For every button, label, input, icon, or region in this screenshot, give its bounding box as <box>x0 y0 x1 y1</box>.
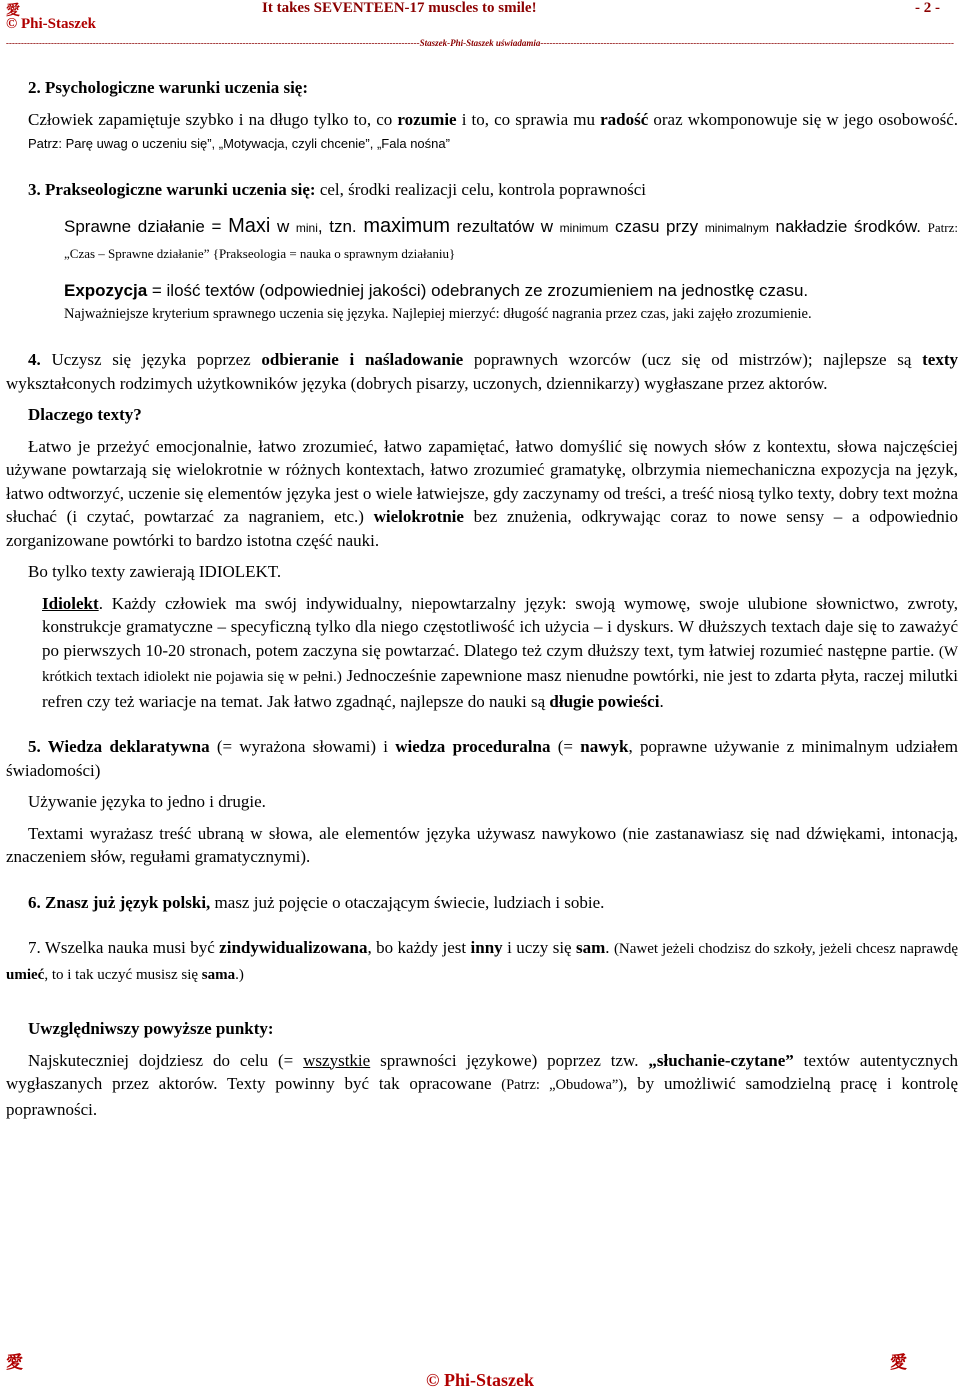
footer-kanji-left: 愛 <box>6 1353 23 1372</box>
section-2-heading: 2. Psychologiczne warunki uczenia się: <box>28 78 309 97</box>
expozycja-definition: Expozycja = ilość textów (odpowiedniej jakości) odebranych ze zrozumieniem na jednostkę czasu. <box>64 281 809 300</box>
header-copyright: © Phi-Staszek <box>6 16 96 32</box>
idiolekt-statement: Bo tylko texty zawierają IDIOLEKT. <box>28 562 282 581</box>
header-rule: ------------------------------------------------------------------------------------------------------------------------------------------Staszek-Phi-Staszek uświadamia------------------------------------------------------------------------------------------------------------------------------------------ <box>6 38 954 48</box>
section-3-definition: Sprawne działanie = Maxi w mini, tzn. maximum rezultatów w minimum czasu przy minimalnym nakładzie środków. Patrz: „Czas – Sprawne działanie” {Prakseologia = nauka o sprawnym działaniu} <box>64 215 958 261</box>
footer-kanji-right: 愛 <box>890 1353 907 1372</box>
header-title: It takes SEVENTEEN-17 muscles to smile! <box>262 0 537 16</box>
page-number: - 2 - <box>915 0 940 16</box>
texts-habit-note: Textami wyrażasz treść ubraną w słowa, ale elementów języka używasz nawykowo (nie zastanawiasz się nad dźwiękami, intonacją, znaczeniem słów, regułami gramatycznymi). <box>6 823 958 866</box>
section-3-heading: 3. Prakseologiczne warunki uczenia się: cel, środki realizacji celu, kontrola poprawności <box>28 179 646 199</box>
section-4-text: 4. Uczysz się języka poprzez odbieranie i naśladowanie poprawnych wzorców (ucz się od mistrzów); najlepsze są texty wykształconych rodzimych użytkowników języka (dobrych pisarzy, uczonych, dziennikarzy) wygłaszane przez aktorów. <box>6 350 959 393</box>
page-header <box>6 0 954 52</box>
page-footer <box>0 1348 960 1392</box>
section-7-text: 7. Wszelka nauka musi być zindywidualizowana, bo każdy jest inny i uczy się sam. (Nawet jeżeli chodzisz do szkoły, jeżeli chcesz naprawdę umieć, to i tak uczyć musisz się sama.) <box>6 938 959 983</box>
summary-heading: Uwzględniwszy powyższe punkty: <box>28 1019 274 1038</box>
section-6-text: 6. Znasz już język polski, masz już pojęcie o otaczającym świecie, ludziach i sobie. <box>28 892 605 912</box>
header-kanji: 愛 <box>6 4 20 19</box>
language-use-note: Używanie języka to jedno i drugie. <box>28 792 266 811</box>
criterion-note: Najważniejsze kryterium sprawnego uczenia się języka. Najlepiej mierzyć: długość nagrania przez czas, jaki zajęło zrozumienie. <box>64 305 812 322</box>
idiolekt-definition: Idiolekt. Każdy człowiek ma swój indywidualny, niepowtarzalny język: swoją wymowę, swoje ulubione słownictwo, zwroty, konstrukcje gramatyczne – specyficzną tylko dla niego częstotliwość ich użycia – i dyskurs. W dłuższych textach daje się to zaważyć po pierwszych 10-20 stronach, potem zaczyna się powtarzać. Dlatego też czym dłuższy text, tym łatwiej rozumieć następne partie. (W krótkich textach idiolekt nie pojawia się w pełni.) Jednocześnie zapewnione masz nienudne powtórki, nie jest to zdarta płyta, raczej milutki refren czy też wariacje na temat. Jak łatwo zgadnąć, najlepsze do nauki są długie powieści. <box>42 593 958 711</box>
summary-text: Najskuteczniej dojdziesz do celu (= wszystkie sprawności językowe) poprzez tzw. „słuchanie-czytane” textów autentycznych wygłaszanych przez aktorów. Texty powinny być tak opracowane (Patrz: „Obudowa”), by umożliwić samodzielną pracę i kontrolę poprawności. <box>6 1050 958 1119</box>
document-body <box>6 76 958 1121</box>
footer-copyright: © Phi-Staszek <box>426 1370 534 1390</box>
why-texts-answer: Łatwo je przeżyć emocjonalnie, łatwo zrozumieć, łatwo zapamiętać, łatwo domyślić się nowych słów z kontextu, słowa najczęściej używane powtarzają się wielokrotnie w różnych kontextach, łatwo zrozumieć gramatykę, olbrzymia niemechaniczna expozycja na język, łatwo odtworzyć, uczenie się elementów języka jest o wiele łatwiejsze, gdy zaczynamy od treści, a treść niosą tylko texty, dobry text można słuchać (i czytać, powtarzać za nagraniem, etc.) wielokrotnie bez znużenia, odkrywając coraz to nowe sensy – a odpowiednio zorganizowane powtórki to bardzo istotna część nauki. <box>6 436 958 550</box>
why-texts-question: Dlaczego texty? <box>28 405 142 424</box>
section-5-text: 5. Wiedza deklaratywna (= wyrażona słowami) i wiedza proceduralna (= nawyk, poprawne używanie z minimalnym udziałem świadomości) <box>6 737 958 780</box>
section-2-text: Człowiek zapamiętuje szybko i na długo tylko to, co rozumie i to, co sprawia mu radość oraz wkomponowuje się w jego osobowość. Patrz: Parę uwag o uczeniu się”, „Motywacja, czyli chcenie”, „Fala nośna” <box>28 109 958 151</box>
